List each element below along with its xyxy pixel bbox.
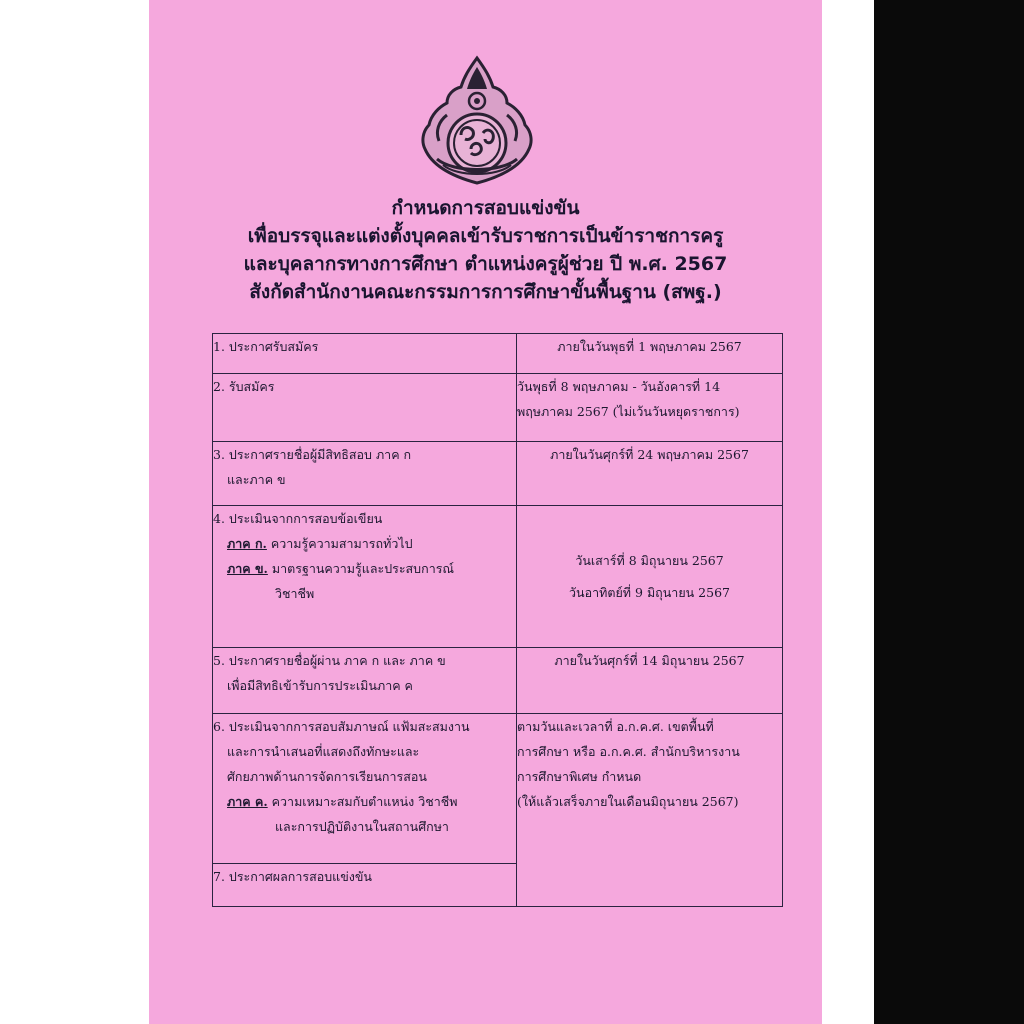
row2-date-line-1: วันพุธที่ 8 พฤษภาคม - วันอังคารที่ 14 (517, 379, 721, 394)
row5-date-text: ภายในวันศุกร์ที่ 14 มิถุนายน 2567 (554, 653, 745, 668)
row4-date-line-2: วันอาทิตย์ที่ 9 มิถุนายน 2567 (569, 584, 730, 600)
part-c-text: ความเหมาะสมกับตำแหน่ง วิชาชีพ (271, 794, 458, 809)
row2-item (213, 374, 517, 442)
row5-item (213, 648, 517, 714)
title-line-2: เพื่อบรรจุและแต่งตั้งบุคคลเข้ารับราชการเป็นข้าราชการครู (247, 225, 724, 247)
row6-date-line-3: การศึกษาพิเศษ กำหนด (517, 769, 642, 784)
row3-item (213, 442, 517, 506)
part-c-label: ภาค ค. (227, 794, 268, 809)
title-line-3: และบุคลากรทางการศึกษา ตำแหน่งครูผู้ช่วย ปี พ.ศ. 2567 (243, 253, 728, 275)
row4-date (517, 506, 783, 648)
table-row (213, 442, 783, 506)
table-row (213, 334, 783, 374)
row2-item-text: 2. รับสมัคร (213, 379, 275, 394)
title-line-4: สังกัดสำนักงานคณะกรรมการการศึกษาขั้นพื้นฐาน (สพฐ.) (249, 281, 722, 303)
row6-item-line-1: 6. ประเมินจากการสอบสัมภาษณ์ แฟ้มสะสมงาน (213, 719, 470, 734)
row1-date-text: ภายในวันพุธที่ 1 พฤษภาคม 2567 (557, 339, 742, 354)
row6-date-line-1: ตามวันและเวลาที่ อ.ก.ค.ศ. เขตพื้นที่ (517, 719, 714, 734)
row7-item-text: 7. ประกาศผลการสอบแข่งขัน (213, 869, 372, 884)
title-line-1: กำหนดการสอบแข่งขัน (391, 197, 580, 219)
row2-date-line-2: พฤษภาคม 2567 (ไม่เว้นวันหยุดราชการ) (517, 404, 740, 419)
row3-date-text: ภายในวันศุกร์ที่ 24 พฤษภาคม 2567 (550, 447, 749, 462)
row1-date (517, 334, 783, 374)
row6-item-line-3: ศักยภาพด้านการจัดการเรียนการสอน (227, 769, 427, 784)
row6-7-date (517, 714, 783, 907)
part-b-label: ภาค ข. (227, 561, 268, 576)
row3-item-line-2: และภาค ข (227, 472, 286, 487)
row3-date (517, 442, 783, 506)
part-c-continuation: และการปฏิบัติงานในสถานศึกษา (275, 819, 449, 834)
row6-date-line-2: การศึกษา หรือ อ.ก.ค.ศ. สำนักบริหารงาน (517, 744, 740, 759)
table-row (213, 714, 783, 864)
part-a-label: ภาค ก. (227, 536, 267, 551)
part-a-text: ความรู้ความสามารถทั่วไป (270, 536, 413, 551)
table-row (213, 506, 783, 648)
row1-item-text: 1. ประกาศรับสมัคร (213, 339, 319, 354)
row4-heading: 4. ประเมินจากการสอบข้อเขียน (213, 511, 383, 526)
row4-date-line-1: วันเสาร์ที่ 8 มิถุนายน 2567 (575, 552, 724, 568)
row7-item (213, 864, 517, 907)
row6-item-line-2: และการนำเสนอที่แสดงถึงทักษะและ (227, 744, 420, 759)
part-b-continuation: วิชาชีพ (275, 586, 315, 601)
part-b-text: มาตรฐานความรู้และประสบการณ์ (271, 561, 455, 576)
row4-item (213, 506, 517, 648)
table-row (213, 374, 783, 442)
table-row (213, 648, 783, 714)
document-title (149, 194, 822, 306)
schedule-table (212, 333, 783, 907)
row5-item-line-1: 5. ประกาศรายชื่อผู้ผ่าน ภาค ก และ ภาค ข (213, 653, 446, 668)
row3-item-line-1: 3. ประกาศรายชื่อผู้มีสิทธิสอบ ภาค ก (213, 447, 412, 462)
document-page (149, 0, 822, 1024)
education-ministry-emblem-icon (417, 55, 537, 185)
row6-item (213, 714, 517, 864)
row6-date-line-4: (ให้แล้วเสร็จภายในเดือนมิถุนายน 2567) (517, 794, 739, 809)
row2-date (517, 374, 783, 442)
row1-item (213, 334, 517, 374)
row5-item-line-2: เพื่อมีสิทธิเข้ารับการประเมินภาค ค (227, 678, 413, 693)
row5-date (517, 648, 783, 714)
scan-background-edge (874, 0, 1024, 1024)
